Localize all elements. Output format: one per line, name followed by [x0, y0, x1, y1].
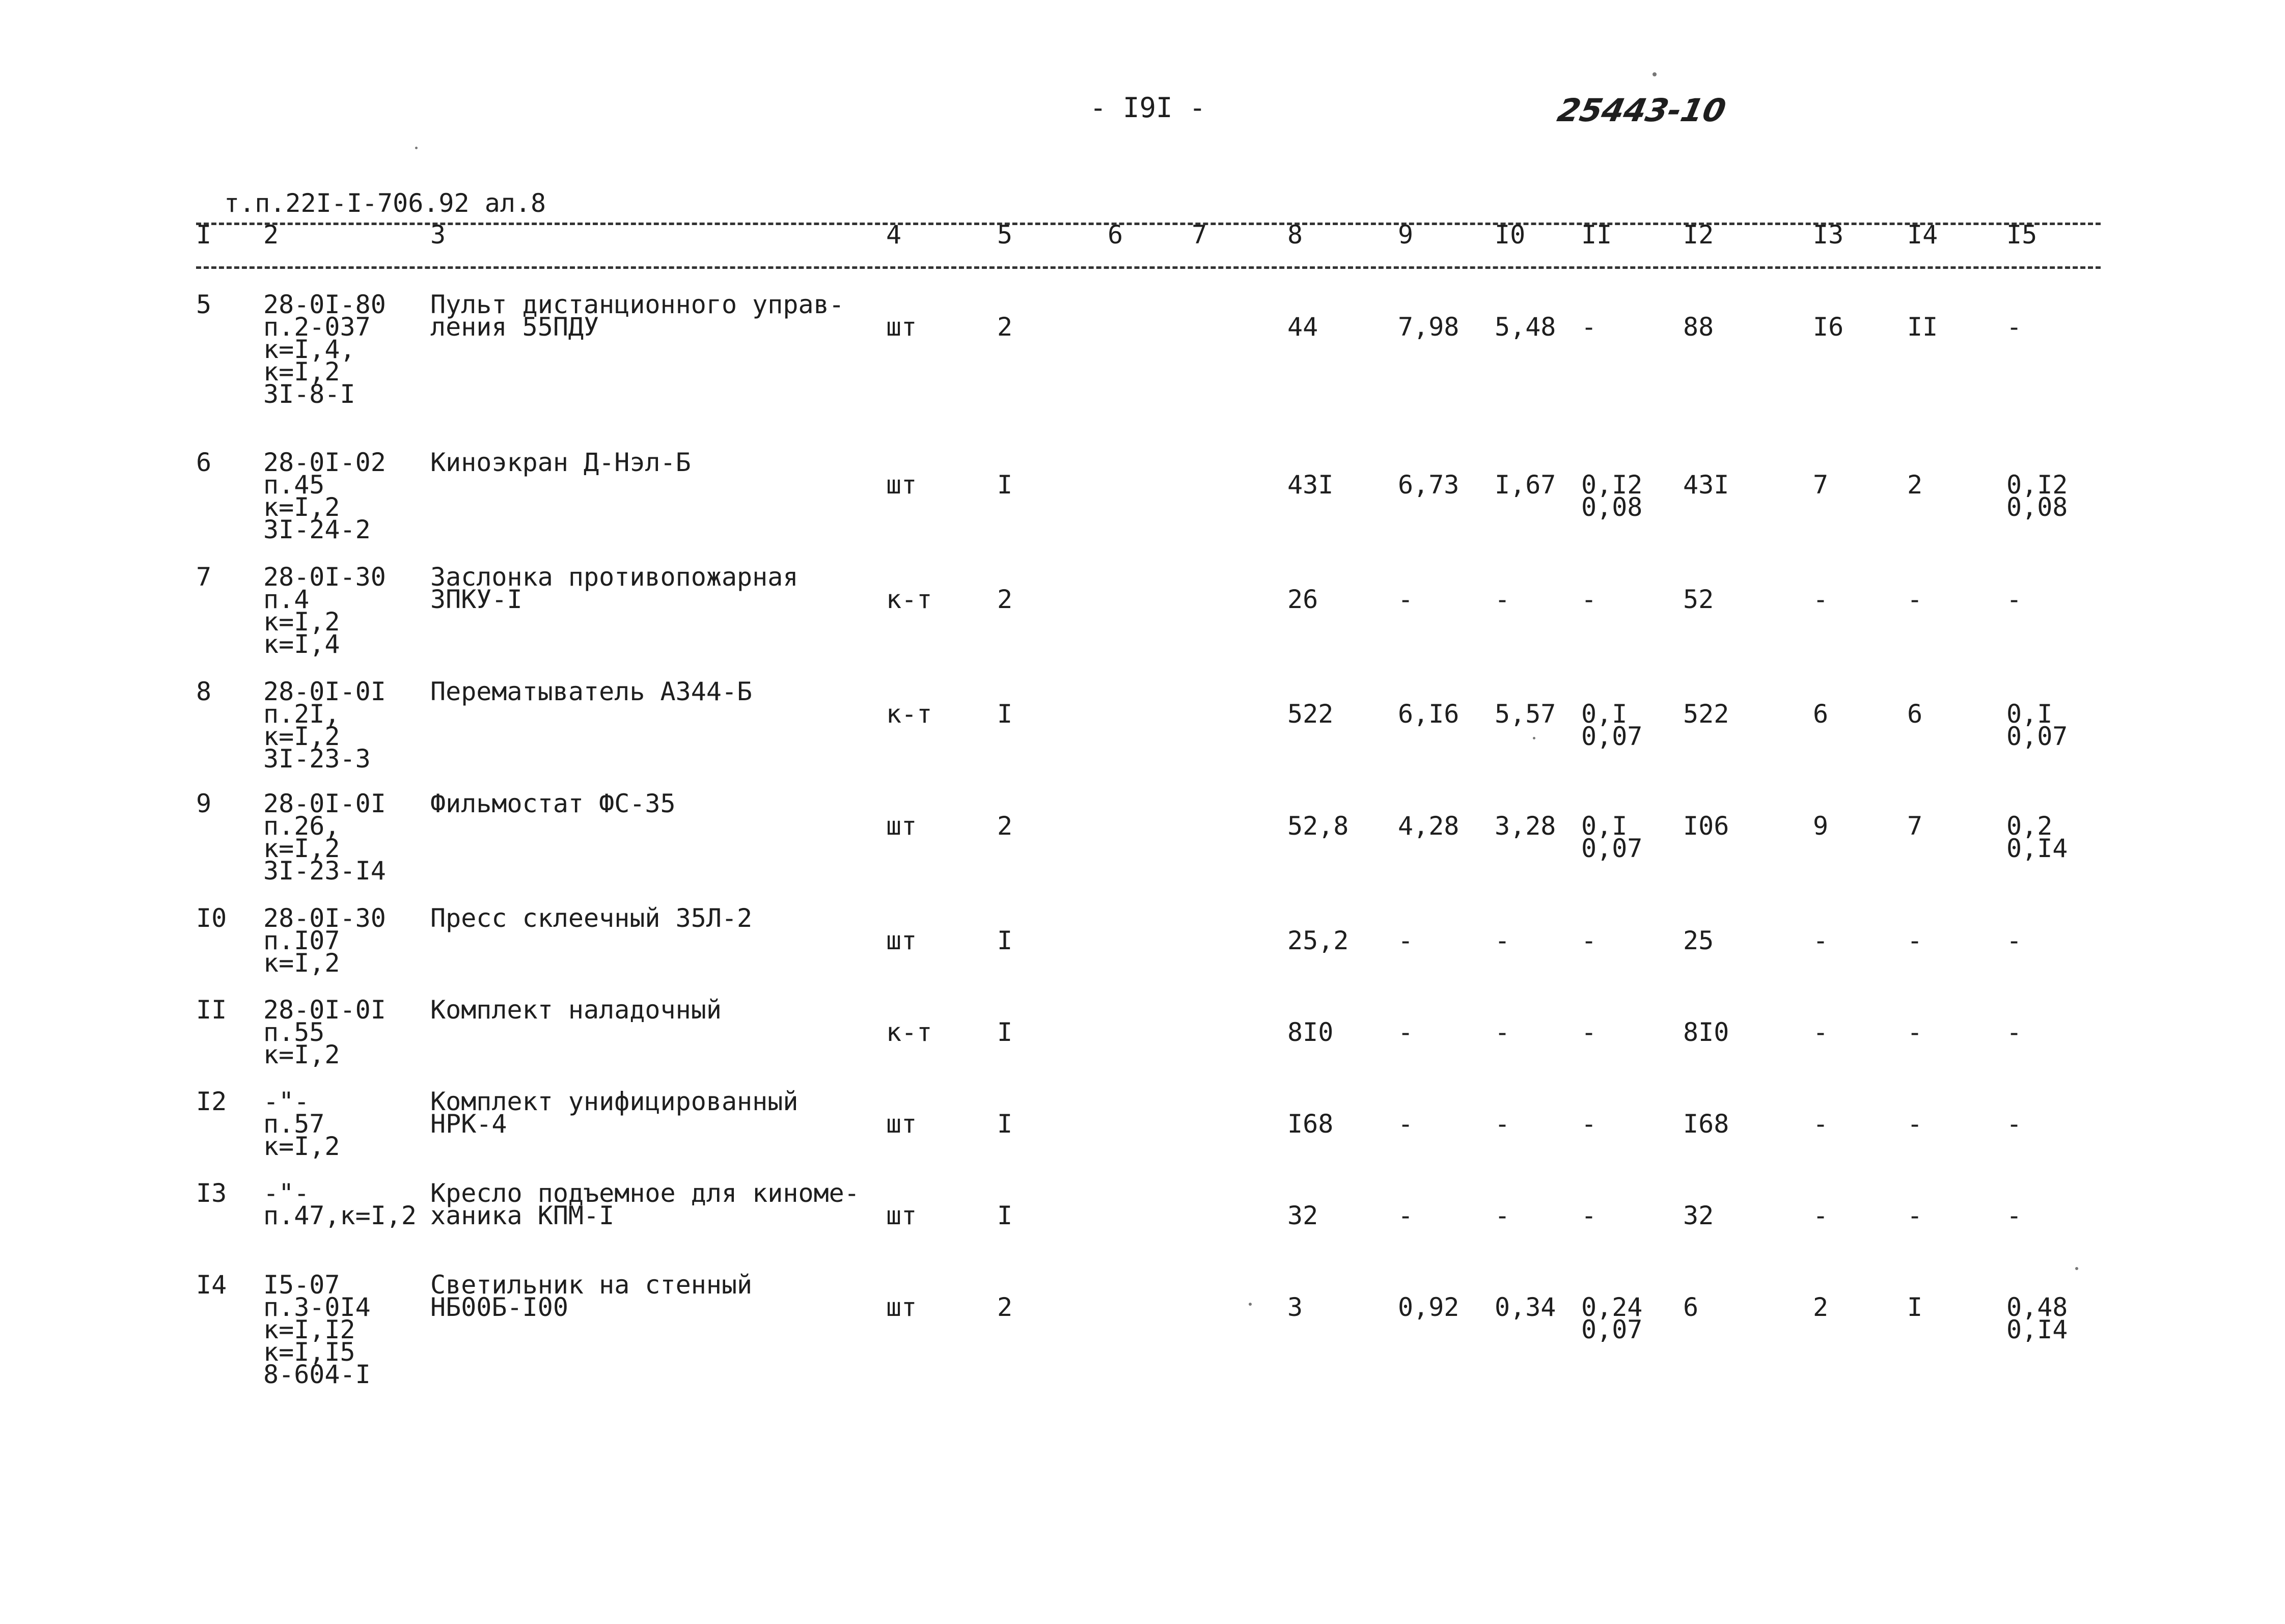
item-name-line: Фильмостат ФС-35	[430, 789, 676, 818]
item-code-line: 28-0I-0I	[263, 677, 386, 706]
row-number: 9	[196, 789, 212, 818]
col11-cell: 0,I2	[1581, 470, 1643, 500]
col13-cell: I6	[1813, 312, 1844, 342]
col11-cell: -	[1581, 585, 1597, 614]
item-code-line: п.2I,	[263, 699, 340, 729]
quantity-cell: 2	[997, 312, 1013, 342]
col8-cell: 8I0	[1287, 1017, 1334, 1047]
col12-cell: I68	[1683, 1109, 1729, 1139]
item-code-line: к=I,2	[263, 607, 340, 637]
item-code-line: п.55	[263, 1017, 325, 1047]
item-name-line: Светильник на стенный	[430, 1270, 753, 1300]
row-number: 8	[196, 677, 212, 706]
page-number: - I9I -	[1090, 92, 1206, 124]
col10-cell: 5,48	[1495, 312, 1556, 342]
unit-cell: к-т	[886, 699, 932, 729]
column-header-8: 8	[1287, 220, 1303, 250]
col10-cell: -	[1495, 1201, 1510, 1230]
item-code-line: к=I,2	[263, 722, 340, 751]
col11-cell: -	[1581, 1201, 1597, 1230]
item-code-line: 3I-23-I4	[263, 856, 386, 886]
col14-cell: I	[1907, 1292, 1923, 1322]
column-header-11: II	[1581, 220, 1612, 250]
col9-cell: -	[1398, 926, 1414, 955]
col12-cell: I06	[1683, 811, 1729, 841]
quantity-cell: I	[997, 1109, 1013, 1139]
item-code-line: к=I,2	[263, 357, 340, 387]
item-code-line: 28-0I-0I	[263, 995, 386, 1025]
item-code-line: п.57	[263, 1109, 325, 1139]
handwritten-code: 25443-10	[1554, 92, 1729, 129]
column-header-4: 4	[886, 220, 902, 250]
item-code-line: 28-0I-0I	[263, 789, 386, 818]
row-number: I2	[196, 1087, 227, 1116]
header-bottom-rule	[196, 266, 2101, 269]
item-name-line: НРК-4	[430, 1109, 507, 1139]
col13-cell: 7	[1813, 470, 1829, 500]
row-number: I0	[196, 903, 227, 933]
row-number: I4	[196, 1270, 227, 1300]
col13-cell: -	[1813, 1201, 1829, 1230]
quantity-cell: I	[997, 1201, 1013, 1230]
col9-cell: 7,98	[1398, 312, 1460, 342]
col12-cell: 8I0	[1683, 1017, 1729, 1047]
item-code-line: 28-0I-30	[263, 903, 386, 933]
col10-cell: -	[1495, 1109, 1510, 1139]
unit-cell: к-т	[886, 585, 932, 614]
unit-cell: шт	[886, 1201, 917, 1230]
table-header	[0, 220, 2285, 259]
row-number: 7	[196, 562, 212, 592]
col14-cell: -	[1907, 1109, 1923, 1139]
row-number: I3	[196, 1178, 227, 1208]
col14-cell: -	[1907, 926, 1923, 955]
scan-speck	[1249, 1303, 1252, 1306]
unit-cell: шт	[886, 926, 917, 955]
col10-cell: 5,57	[1495, 699, 1556, 729]
col14-cell: -	[1907, 1017, 1923, 1047]
col10-cell: 3,28	[1495, 811, 1556, 841]
col9-cell: -	[1398, 1201, 1414, 1230]
col14-cell: 2	[1907, 470, 1923, 500]
item-code-line: к=I,4	[263, 629, 340, 659]
col15-cell: 0,08	[2006, 492, 2068, 522]
quantity-cell: 2	[997, 1292, 1013, 1322]
col13-cell: 2	[1813, 1292, 1829, 1322]
item-name-line: Кресло подъемное для киноме-	[430, 1178, 860, 1208]
item-code-line: -"-	[263, 1087, 310, 1116]
col15-cell: -	[2006, 1109, 2022, 1139]
col11-cell: 0,07	[1581, 722, 1643, 751]
col11-cell: -	[1581, 926, 1597, 955]
item-code-line: 3I-23-3	[263, 744, 371, 774]
item-code-line: 28-0I-30	[263, 562, 386, 592]
col11-cell: 0,08	[1581, 492, 1643, 522]
col8-cell: 43I	[1287, 470, 1334, 500]
item-name-line: Комплект унифицированный	[430, 1087, 799, 1116]
unit-cell: шт	[886, 470, 917, 500]
item-code-line: п.3-0I4	[263, 1292, 371, 1322]
col12-cell: 43I	[1683, 470, 1729, 500]
quantity-cell: 2	[997, 585, 1013, 614]
column-header-13: I3	[1813, 220, 1844, 250]
column-header-15: I5	[2006, 220, 2038, 250]
col13-cell: -	[1813, 1109, 1829, 1139]
item-code-line: к=I,2	[263, 1132, 340, 1161]
col15-cell: 0,I4	[2006, 834, 2068, 863]
col11-cell: -	[1581, 1109, 1597, 1139]
col9-cell: -	[1398, 585, 1414, 614]
quantity-cell: I	[997, 1017, 1013, 1047]
col11-cell: 0,I	[1581, 811, 1628, 841]
column-header-14: I4	[1907, 220, 1938, 250]
col15-cell: 0,07	[2006, 722, 2068, 751]
item-code-line: п.45	[263, 470, 325, 500]
item-code-line: к=I,2	[263, 1040, 340, 1069]
item-code-line: п.4	[263, 585, 310, 614]
quantity-cell: 2	[997, 811, 1013, 841]
row-number: 6	[196, 448, 212, 477]
row-number: II	[196, 995, 227, 1025]
item-code-line: 3I-24-2	[263, 515, 371, 544]
col11-cell: 0,07	[1581, 834, 1643, 863]
col13-cell: -	[1813, 926, 1829, 955]
col15-cell: -	[2006, 585, 2022, 614]
col9-cell: -	[1398, 1109, 1414, 1139]
item-code-line: к=I,4,	[263, 335, 355, 364]
col14-cell: -	[1907, 1201, 1923, 1230]
item-code-line: п.26,	[263, 811, 340, 841]
doc-reference: т.п.22I-I-706.92 ал.8	[224, 188, 546, 218]
item-name-line: ления 55ПДУ	[430, 312, 599, 342]
col8-cell: 3	[1287, 1292, 1303, 1322]
col8-cell: 32	[1287, 1201, 1318, 1230]
column-header-12: I2	[1683, 220, 1714, 250]
quantity-cell: I	[997, 470, 1013, 500]
col15-cell: -	[2006, 312, 2022, 342]
item-name-line: Киноэкран Д-Нэл-Б	[430, 448, 691, 477]
col10-cell: -	[1495, 926, 1510, 955]
item-code-line: 28-0I-02	[263, 448, 386, 477]
col15-cell: -	[2006, 1017, 2022, 1047]
column-header-9: 9	[1398, 220, 1414, 250]
col15-cell: 0,I	[2006, 699, 2053, 729]
col12-cell: 6	[1683, 1292, 1699, 1322]
item-code-line: к=I,I2	[263, 1315, 355, 1344]
item-code-line: п.I07	[263, 926, 340, 955]
col15-cell: 0,I4	[2006, 1315, 2068, 1344]
scan-speck	[415, 147, 418, 149]
col14-cell: II	[1907, 312, 1938, 342]
col13-cell: -	[1813, 1017, 1829, 1047]
unit-cell: шт	[886, 1109, 917, 1139]
col8-cell: 44	[1287, 312, 1318, 342]
item-name-line: НБ00Б-I00	[430, 1292, 568, 1322]
unit-cell: к-т	[886, 1017, 932, 1047]
col12-cell: 25	[1683, 926, 1714, 955]
col10-cell: -	[1495, 585, 1510, 614]
item-name-line: Заслонка противопожарная	[430, 562, 799, 592]
item-code-line: к=I,I5	[263, 1337, 355, 1367]
col11-cell: 0,I	[1581, 699, 1628, 729]
item-name-line: ханика КПМ-I	[430, 1201, 615, 1230]
col11-cell: 0,24	[1581, 1292, 1643, 1322]
col9-cell: -	[1398, 1017, 1414, 1047]
quantity-cell: I	[997, 699, 1013, 729]
col9-cell: 6,I6	[1398, 699, 1460, 729]
col9-cell: 0,92	[1398, 1292, 1460, 1322]
col11-cell: -	[1581, 1017, 1597, 1047]
column-header-1: I	[196, 220, 212, 250]
col15-cell: 0,48	[2006, 1292, 2068, 1322]
item-code-line: -"-	[263, 1178, 310, 1208]
column-header-7: 7	[1192, 220, 1207, 250]
item-code-line: к=I,2	[263, 492, 340, 522]
col13-cell: 9	[1813, 811, 1829, 841]
item-code-line: 3I-8-I	[263, 379, 355, 409]
item-name-line: Перематыватель А344-Б	[430, 677, 753, 706]
item-code-line: к=I,2	[263, 834, 340, 863]
item-name-line: ЗПКУ-I	[430, 585, 522, 614]
scan-speck	[2075, 1267, 2078, 1270]
item-code-line: п.2-037	[263, 312, 371, 342]
column-header-10: I0	[1495, 220, 1526, 250]
col15-cell: -	[2006, 926, 2022, 955]
col11-cell: -	[1581, 312, 1597, 342]
column-header-2: 2	[263, 220, 279, 250]
col14-cell: 6	[1907, 699, 1923, 729]
item-name-line: Комплект наладочный	[430, 995, 722, 1025]
col14-cell: 7	[1907, 811, 1923, 841]
col12-cell: 32	[1683, 1201, 1714, 1230]
col8-cell: 52,8	[1287, 811, 1349, 841]
col10-cell: 0,34	[1495, 1292, 1556, 1322]
item-code-line: п.47,к=I,2	[263, 1201, 417, 1230]
col8-cell: I68	[1287, 1109, 1334, 1139]
col11-cell: 0,07	[1581, 1315, 1643, 1344]
item-code-line: 28-0I-80	[263, 290, 386, 319]
item-code-line: 8-604-I	[263, 1360, 371, 1389]
unit-cell: шт	[886, 312, 917, 342]
col9-cell: 6,73	[1398, 470, 1460, 500]
col15-cell: -	[2006, 1201, 2022, 1230]
scan-speck	[1653, 72, 1657, 76]
item-code-line: к=I,2	[263, 948, 340, 978]
col15-cell: 0,2	[2006, 811, 2053, 841]
quantity-cell: I	[997, 926, 1013, 955]
column-header-5: 5	[997, 220, 1013, 250]
column-header-6: 6	[1108, 220, 1123, 250]
col8-cell: 522	[1287, 699, 1334, 729]
unit-cell: шт	[886, 1292, 917, 1322]
unit-cell: шт	[886, 811, 917, 841]
col9-cell: 4,28	[1398, 811, 1460, 841]
scan-speck	[1533, 737, 1535, 739]
column-header-3: 3	[430, 220, 446, 250]
col12-cell: 522	[1683, 699, 1729, 729]
col8-cell: 26	[1287, 585, 1318, 614]
item-code-line: I5-07	[263, 1270, 340, 1300]
col13-cell: -	[1813, 585, 1829, 614]
row-number: 5	[196, 290, 212, 319]
col14-cell: -	[1907, 585, 1923, 614]
col13-cell: 6	[1813, 699, 1829, 729]
col12-cell: 52	[1683, 585, 1714, 614]
col10-cell: -	[1495, 1017, 1510, 1047]
col8-cell: 25,2	[1287, 926, 1349, 955]
item-name-line: Пресс склеечный 35Л-2	[430, 903, 753, 933]
col15-cell: 0,I2	[2006, 470, 2068, 500]
col12-cell: 88	[1683, 312, 1714, 342]
col10-cell: I,67	[1495, 470, 1556, 500]
item-name-line: Пульт дистанционного управ-	[430, 290, 844, 319]
